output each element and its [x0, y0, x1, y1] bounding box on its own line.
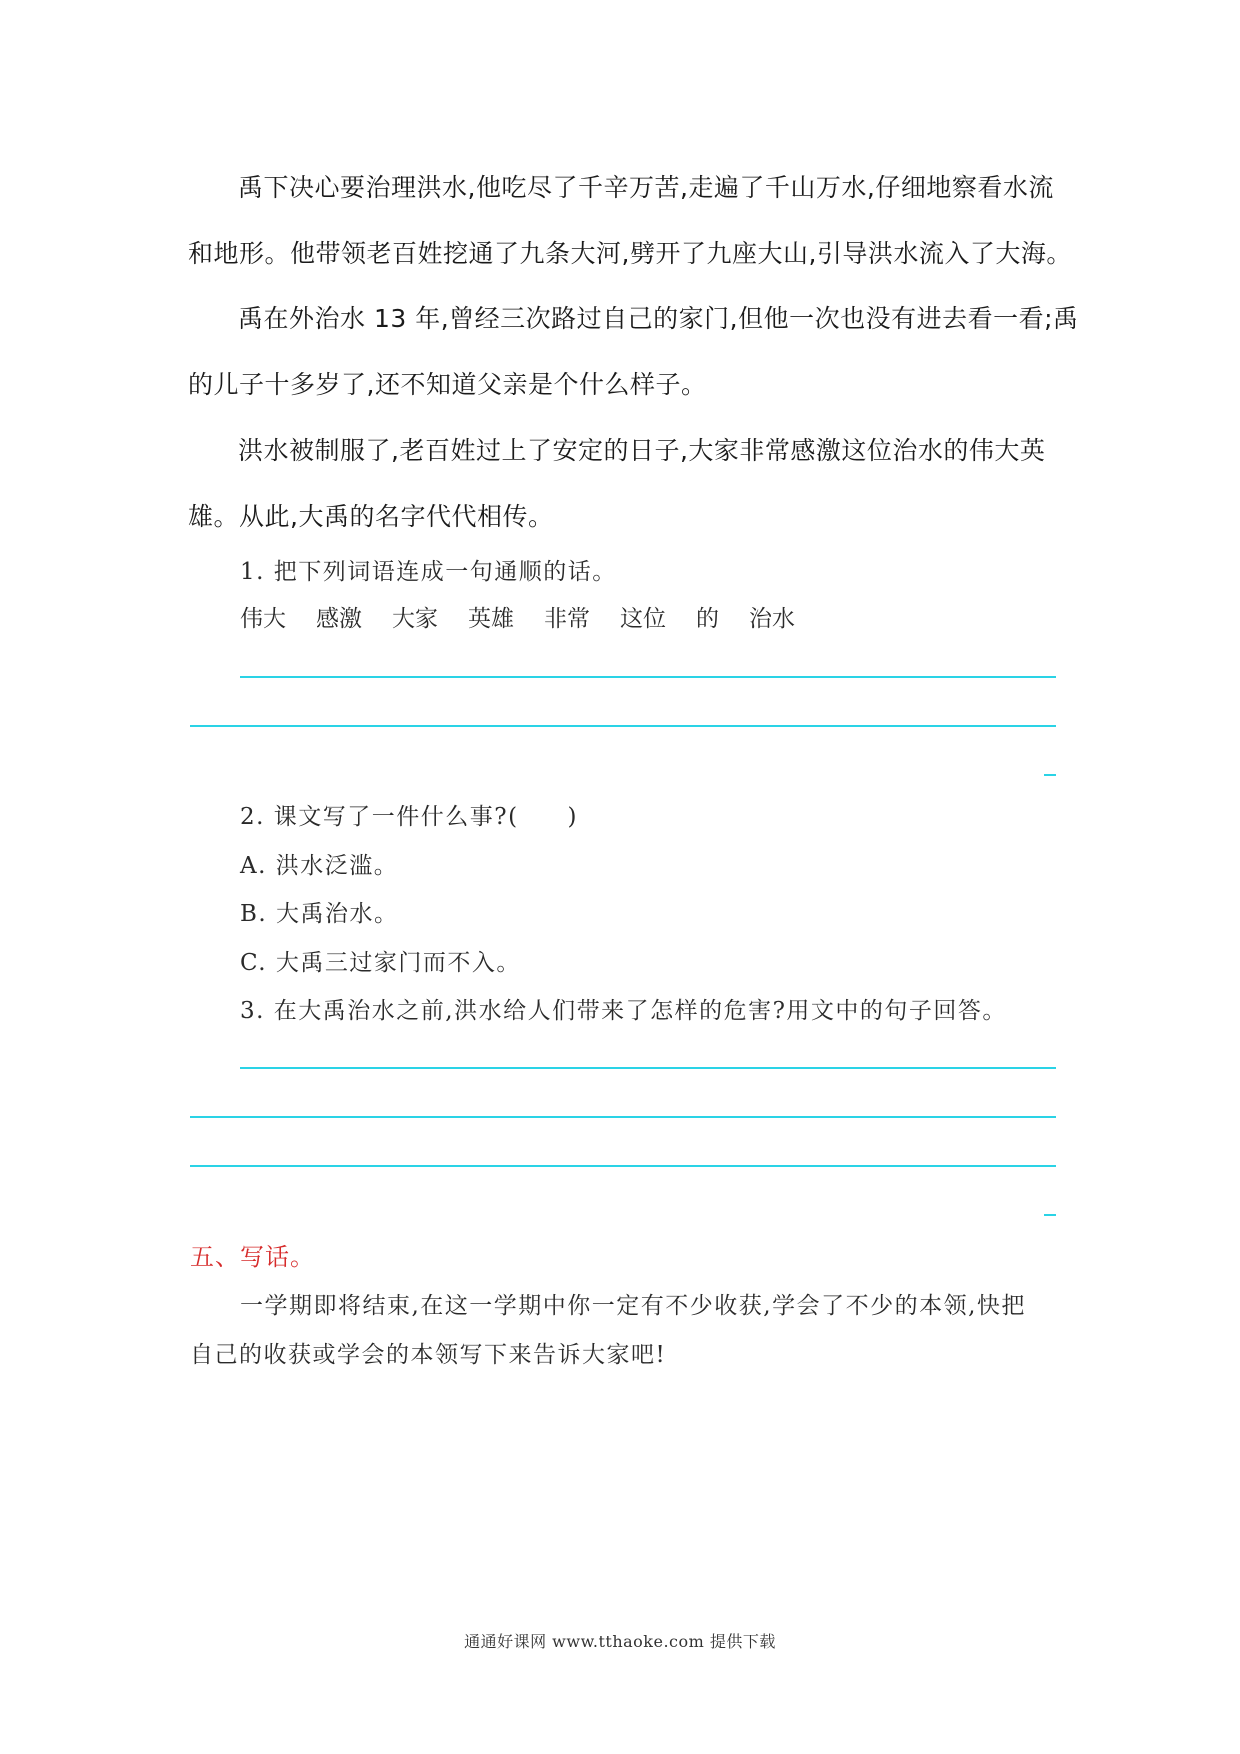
word-item: 伟大: [240, 606, 286, 632]
page-footer: 通通好课网 www.tthaoke.com 提供下载: [464, 1632, 776, 1651]
answer-line[interactable]: [190, 1116, 1056, 1118]
word-bank: [240, 600, 795, 633]
passage-line: 洪水被制服了,老百姓过上了安定的日子,大家非常感激这位治水的伟大英: [238, 436, 1046, 465]
answer-line[interactable]: [240, 1067, 1056, 1069]
word-item: 大家: [392, 606, 438, 632]
passage-line: 禹下决心要治理洪水,他吃尽了千辛万苦,走遍了千山万水,仔细地察看水流: [238, 173, 1054, 202]
answer-line[interactable]: [190, 1165, 1056, 1167]
option-c: C. 大禹三过家门而不入。: [240, 950, 521, 976]
answer-line[interactable]: [190, 725, 1056, 727]
question-2-prompt: 2. 课文写了一件什么事?( ): [240, 804, 579, 830]
section-5-heading: 五、写话。: [190, 1243, 315, 1271]
writing-prompt-line: 一学期即将结束,在这一学期中你一定有不少收获,学会了不少的本领,快把: [240, 1293, 1026, 1319]
word-item: 这位: [620, 606, 666, 632]
word-item: 非常: [544, 606, 590, 632]
option-b: B. 大禹治水。: [240, 901, 399, 927]
answer-line[interactable]: [240, 676, 1056, 678]
option-a: A. 洪水泛滥。: [240, 853, 399, 879]
word-item: 治水: [749, 606, 795, 632]
question-1-prompt: 1. 把下列词语连成一句通顺的话。: [240, 559, 617, 585]
question-3-prompt: 3. 在大禹治水之前,洪水给人们带来了怎样的危害?用文中的句子回答。: [240, 998, 1007, 1024]
passage-line: 雄。从此,大禹的名字代代相传。: [188, 502, 554, 531]
word-item: 感激: [316, 606, 362, 632]
passage-line: 的儿子十多岁了,还不知道父亲是个什么样子。: [188, 370, 707, 399]
word-item: 的: [696, 606, 719, 632]
writing-prompt-line: 自己的收获或学会的本领写下来告诉大家吧!: [190, 1342, 667, 1368]
answer-line-end: [1044, 1214, 1056, 1216]
passage-line: 和地形。他带领老百姓挖通了九条大河,劈开了九座大山,引导洪水流入了大海。: [188, 239, 1072, 268]
passage-line: 禹在外治水 13 年,曾经三次路过自己的家门,但他一次也没有进去看一看;禹: [238, 304, 1079, 333]
answer-line-end: [1044, 774, 1056, 776]
word-item: 英雄: [468, 606, 514, 632]
